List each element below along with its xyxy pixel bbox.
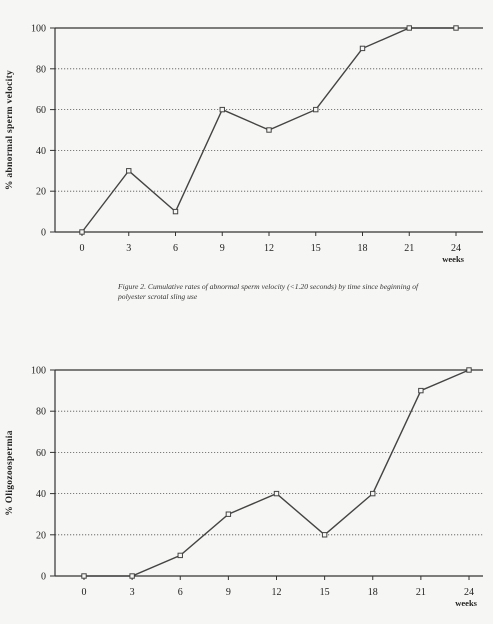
y-tick-label: 40 bbox=[36, 489, 46, 501]
x-tick-label: 15 bbox=[319, 587, 330, 598]
x-tick-label: 9 bbox=[225, 587, 231, 598]
figure-2-caption: Figure 2. Cumulative rates of abnormal sperm velocity (<1.20 seconds) by time since beginning of polyester scrotal sling use bbox=[118, 282, 419, 301]
data-point bbox=[226, 512, 230, 516]
x-tick-label: 3 bbox=[129, 587, 135, 598]
chart-oligozoospermia bbox=[5, 366, 483, 609]
y-axis-label: % abnormal sperm velocity bbox=[5, 69, 15, 191]
data-point bbox=[130, 574, 134, 578]
data-point bbox=[80, 230, 84, 234]
x-tick-label: 6 bbox=[177, 587, 183, 598]
y-tick-label: 0 bbox=[41, 571, 46, 583]
x-tick-label: 15 bbox=[310, 243, 321, 254]
series-line bbox=[84, 370, 469, 576]
data-point bbox=[220, 107, 224, 111]
data-point bbox=[360, 46, 364, 50]
x-tick-label: 21 bbox=[415, 587, 426, 598]
y-tick-label: 80 bbox=[36, 406, 46, 418]
data-point bbox=[407, 26, 411, 30]
y-tick-label: 20 bbox=[36, 530, 46, 542]
x-tick-label: 21 bbox=[404, 243, 415, 254]
y-tick-label: 80 bbox=[36, 64, 46, 76]
data-point bbox=[454, 26, 458, 30]
data-point bbox=[322, 533, 326, 537]
y-tick-label: 100 bbox=[31, 365, 46, 377]
x-tick-label: 0 bbox=[79, 243, 85, 254]
data-point bbox=[173, 209, 177, 213]
y-tick-label: 40 bbox=[36, 145, 46, 157]
x-tick-label: 18 bbox=[357, 243, 368, 254]
data-point bbox=[178, 553, 182, 557]
x-tick-label: 0 bbox=[81, 587, 87, 598]
chart-abnormal-sperm-velocity bbox=[5, 24, 483, 265]
x-tick-label: 3 bbox=[126, 243, 132, 254]
x-tick-label: 18 bbox=[367, 587, 378, 598]
data-point bbox=[371, 491, 375, 495]
x-tick-label: 9 bbox=[219, 243, 225, 254]
x-tick-label: 12 bbox=[264, 243, 274, 254]
data-point bbox=[274, 491, 278, 495]
data-point bbox=[82, 574, 86, 578]
data-point bbox=[314, 107, 318, 111]
data-point bbox=[127, 169, 131, 173]
x-axis-label: weeks bbox=[442, 254, 464, 264]
y-tick-label: 60 bbox=[36, 105, 46, 117]
y-tick-label: 20 bbox=[36, 186, 46, 198]
x-tick-label: 24 bbox=[451, 243, 461, 254]
y-tick-label: 100 bbox=[31, 23, 46, 35]
x-tick-label: 6 bbox=[173, 243, 178, 254]
y-tick-label: 60 bbox=[36, 447, 46, 459]
data-point bbox=[467, 368, 471, 372]
x-tick-label: 24 bbox=[464, 587, 474, 598]
data-point bbox=[267, 128, 271, 132]
x-axis-label: weeks bbox=[455, 598, 477, 608]
data-point bbox=[419, 388, 423, 392]
y-tick-label: 0 bbox=[41, 227, 46, 239]
y-axis-label: % Oligozoospermia bbox=[5, 430, 15, 516]
x-tick-label: 12 bbox=[271, 587, 282, 598]
